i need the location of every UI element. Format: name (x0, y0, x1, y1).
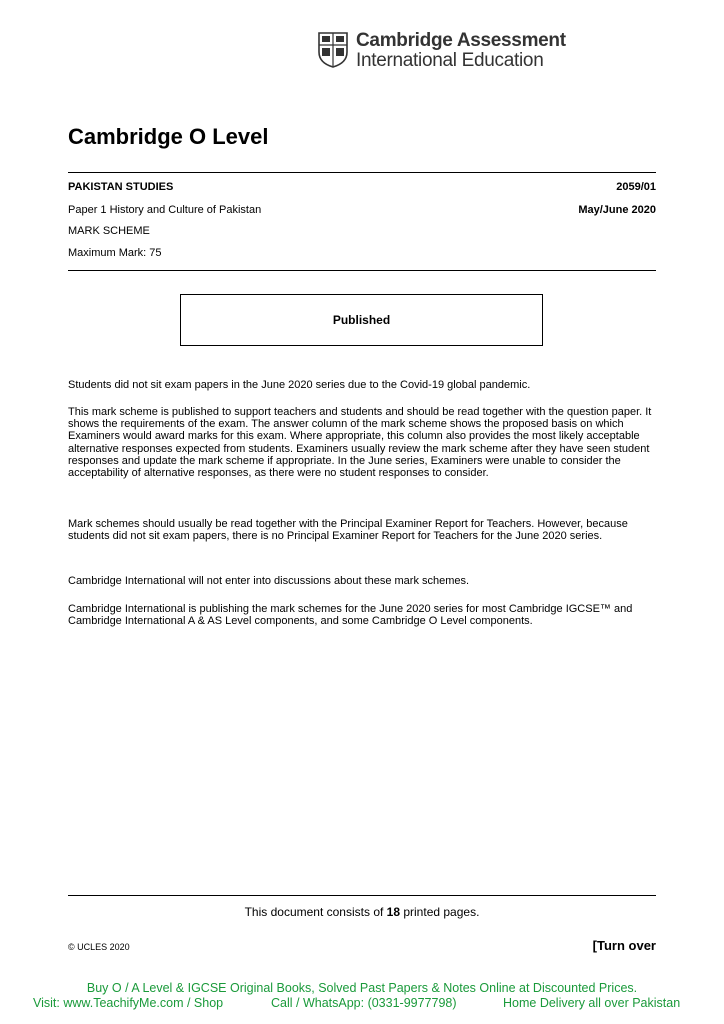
logo-line-2: International Education (356, 50, 544, 71)
promo-phone[interactable]: Call / WhatsApp: (0331-9977798) (271, 996, 457, 1010)
cambridge-crest-icon (318, 32, 348, 68)
paragraph-components: Cambridge International is publishing the mark schemes for the June 2020 series for most Cambridge IGCSE™ and Cambridge International A & AS Level components, and some Cambridge O Level components. (68, 603, 633, 628)
promo-delivery: Home Delivery all over Pakistan (503, 996, 681, 1010)
top-divider (68, 172, 656, 173)
paragraph-principal-report: Mark schemes should usually be read together with the Principal Examiner Report for Teachers. However, because students did not sit exam papers, there is no Principal Examiner Report for Teachers for the June 2020 series. (68, 518, 628, 543)
page-title: Cambridge O Level (68, 124, 269, 149)
published-label: Published (332, 313, 391, 327)
cambridge-logo (318, 30, 566, 72)
paper-title: Paper 1 History and Culture of Pakistan (68, 204, 262, 216)
meta-divider (68, 270, 656, 271)
page-count-text (0, 905, 724, 919)
paragraph-discussions: Cambridge International will not enter into discussions about these mark schemes. (68, 575, 470, 587)
promo-website[interactable]: Visit: www.TeachifyMe.com / Shop (33, 996, 224, 1010)
maximum-mark: Maximum Mark: 75 (68, 247, 162, 259)
published-box (180, 294, 543, 346)
paragraph-purpose: This mark scheme is published to support teachers and students and should be read together with the question paper. It shows the requirements of the exam. The answer column of the mark scheme shows the proposed basis on which Examiners would award marks for this exam. Where appropriate, this column also provides the most likely acceptable alternative responses expected from students. Examiners usually review the mark scheme after they have seen student responses and update the mark scheme if appropriate. In the June series, Examiners were unable to consider the acceptability of alternative responses, as there were no student responses to consider. (68, 406, 652, 480)
subject-label: PAKISTAN STUDIES (68, 181, 174, 193)
page-count-suffix: printed pages. (400, 905, 480, 919)
turn-over-label: [Turn over (592, 938, 656, 953)
syllabus-code: 2059/01 (616, 181, 656, 193)
exam-session: May/June 2020 (578, 204, 656, 216)
page-count-prefix: This document consists of (244, 905, 387, 919)
copyright-notice: © UCLES 2020 (68, 942, 130, 952)
logo-line-1: Cambridge Assessment (356, 30, 566, 51)
paragraph-covid: Students did not sit exam papers in the June 2020 series due to the Covid-19 global pandemic. (68, 379, 531, 391)
page-count-number: 18 (386, 905, 401, 919)
document-type: MARK SCHEME (68, 225, 150, 237)
footer-divider (68, 895, 656, 896)
promo-banner-line: Buy O / A Level & IGCSE Original Books, Solved Past Papers & Notes Online at Discounted Prices. (86, 981, 638, 995)
